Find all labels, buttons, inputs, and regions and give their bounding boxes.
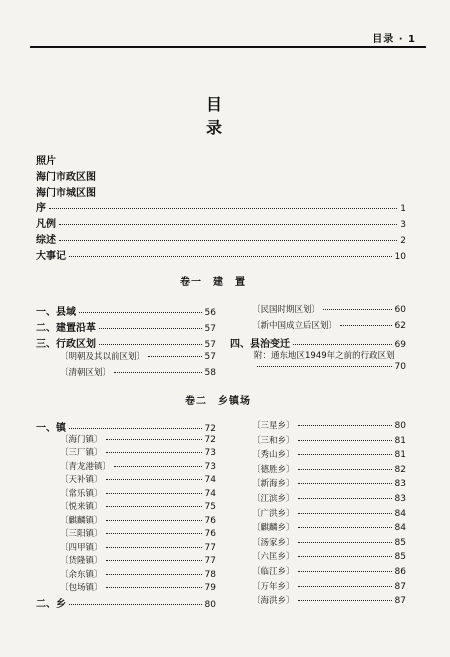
toc-entry[interactable] [252, 594, 406, 606]
leader-dots [106, 493, 202, 494]
toc-entry-label: 二、乡 [36, 598, 66, 610]
toc-entry-page: 86 [394, 567, 406, 577]
toc-entry-label: 四、县治变迁 [230, 339, 290, 350]
toc-entry-label: 大事记 [36, 251, 66, 262]
toc-entry[interactable] [60, 350, 216, 362]
toc-entry[interactable] [60, 487, 216, 499]
toc-entry-page: 87 [394, 596, 406, 607]
leader-dots [298, 454, 392, 455]
toc-entry-page: 62 [394, 321, 406, 331]
toc-entry-page: 84 [394, 523, 406, 534]
toc-entry-label: 三、行政区划 [36, 339, 96, 350]
leader-dots [99, 344, 202, 345]
annex-note: 附：通东地区1949年之前的行政区划 [254, 351, 395, 361]
leader-dots [298, 600, 392, 601]
toc-entry[interactable] [252, 303, 406, 315]
leader-dots [293, 344, 392, 345]
leader-dots [298, 571, 392, 572]
leader-dots [59, 224, 397, 225]
toc-entry-label: 〔四甲镇〕 [60, 542, 103, 553]
toc-entry[interactable] [60, 500, 216, 512]
toc-entry-page: 74 [204, 475, 216, 485]
toc-entry-page: 56 [204, 308, 216, 318]
leader-dots [106, 587, 202, 588]
leader-dots [114, 466, 202, 467]
leader-dots [69, 428, 202, 429]
toc-entry[interactable] [60, 541, 216, 553]
toc-entry-label: 凡例 [36, 219, 56, 230]
toc-entry-page: 83 [394, 479, 406, 490]
toc-entry-label: 〔汤家乡〕 [252, 537, 295, 548]
leader-dots [298, 440, 392, 441]
toc-entry-page: 57 [204, 324, 216, 334]
toc-entry-label: 〔三阳镇〕 [60, 529, 103, 539]
toc-entry[interactable] [252, 477, 406, 489]
toc-entry[interactable] [36, 319, 216, 334]
toc-entry-label: 〔民国时期区划〕 [252, 305, 321, 315]
toc-entry[interactable] [252, 448, 406, 460]
toc-entry[interactable] [60, 527, 216, 539]
leader-dots [79, 312, 202, 313]
toc-entry-page: 76 [204, 529, 216, 539]
toc-entry-page: 60 [394, 305, 406, 315]
leader-dots [106, 560, 202, 561]
toc-entry-page: 81 [394, 435, 406, 446]
leader-dots [298, 498, 392, 499]
leader-dots [106, 574, 202, 575]
toc-entry[interactable] [36, 199, 406, 214]
intro-item-photos: 照片 [36, 156, 56, 167]
toc-entry-page: 80 [394, 421, 406, 431]
toc-entry-label: 〔麒麟乡〕 [252, 523, 295, 534]
toc-entry-label: 综述 [36, 235, 56, 246]
intro-item-city-map: 海门市城区图 [36, 188, 96, 199]
toc-entry[interactable] [252, 580, 406, 592]
toc-entry-page: 81 [394, 450, 406, 461]
toc-entry-page: 75 [204, 502, 216, 512]
toc-entry[interactable] [60, 514, 216, 526]
toc-entry-label: 〔余东镇〕 [60, 569, 103, 580]
toc-entry[interactable] [60, 460, 216, 472]
toc-entry[interactable] [36, 595, 216, 610]
toc-entry-page: 73 [204, 461, 216, 472]
toc-entry-page: 72 [204, 434, 216, 445]
toc-entry-label: 〔广洪乡〕 [252, 508, 295, 519]
toc-entry-page: 3 [400, 220, 406, 230]
toc-entry[interactable] [230, 335, 406, 350]
toc-entry-label: 〔悦来镇〕 [60, 502, 103, 512]
toc-entry-label: 〔货隆镇〕 [60, 556, 103, 566]
page-header: 目录 · 1 [372, 34, 416, 45]
leader-dots [298, 542, 392, 543]
toc-entry-page: 1 [400, 204, 406, 214]
toc-entry-page: 72 [204, 424, 216, 434]
toc-entry-page: 87 [394, 581, 406, 592]
leader-dots [298, 483, 392, 484]
leader-dots [69, 604, 202, 605]
toc-entry[interactable] [252, 492, 406, 504]
leader-dots [69, 256, 392, 257]
toc-entry-page: 77 [204, 542, 216, 553]
toc-entry-label: 〔江滨乡〕 [252, 494, 295, 504]
toc-entry-label: 〔三厂镇〕 [60, 448, 103, 458]
toc-entry-label: 二、建置沿革 [36, 323, 96, 334]
toc-entry-label: 〔六匡乡〕 [252, 552, 295, 563]
toc-entry[interactable] [60, 446, 216, 458]
toc-entry-label: 〔三星乡〕 [252, 421, 295, 431]
toc-entry[interactable] [252, 536, 406, 548]
toc-entry-page: 78 [204, 569, 216, 580]
toc-entry-label: 〔青龙港镇〕 [60, 461, 112, 472]
toc-entry[interactable] [36, 335, 216, 350]
toc-entry-page: 73 [204, 448, 216, 458]
toc-entry[interactable] [36, 215, 406, 230]
leader-dots [298, 469, 392, 470]
toc-entry-page: 10 [394, 252, 406, 262]
toc-entry-label: 〔包场镇〕 [60, 583, 103, 593]
toc-entry-page: 76 [204, 515, 216, 526]
leader-dots [49, 208, 397, 209]
toc-entry[interactable] [252, 434, 406, 446]
toc-entry[interactable] [36, 231, 406, 246]
leader-dots [148, 356, 202, 357]
toc-entry[interactable] [60, 581, 216, 593]
leader-dots [106, 439, 202, 440]
leader-dots [106, 520, 202, 521]
toc-entry-page: 82 [394, 464, 406, 475]
toc-entry[interactable] [252, 319, 406, 331]
toc-entry-label: 〔三和乡〕 [252, 435, 295, 446]
leader-dots [298, 586, 392, 587]
toc-entry-label: 〔海门镇〕 [60, 434, 103, 445]
toc-entry-page: 79 [204, 583, 216, 593]
toc-entry[interactable] [252, 521, 406, 533]
toc-entry[interactable] [36, 247, 406, 262]
toc-entry-page: 57 [204, 340, 216, 350]
toc-entry-label: 〔清朝区划〕 [60, 368, 112, 378]
leader-dots [298, 513, 392, 514]
toc-entry[interactable] [252, 550, 406, 562]
toc-entry-page: 70 [394, 362, 406, 372]
toc-entry-label: 〔新中国成立后区划〕 [252, 321, 338, 331]
toc-entry-label: 〔海洪乡〕 [252, 596, 295, 607]
toc-entry[interactable] [36, 303, 216, 318]
toc-entry-page: 77 [204, 556, 216, 566]
header-rule [30, 46, 426, 48]
page-title: 目 录 [205, 95, 244, 137]
leader-dots [106, 547, 202, 548]
toc-entry-label: 一、县域 [36, 307, 76, 318]
toc-entry-page: 80 [204, 599, 216, 610]
toc-entry-label: 〔麒麟镇〕 [60, 515, 103, 526]
toc-entry[interactable] [60, 366, 216, 378]
toc-entry-page: 58 [204, 368, 216, 378]
leader-dots [298, 425, 392, 426]
toc-entry-label: 〔临江乡〕 [252, 567, 295, 577]
leader-dots [340, 325, 392, 326]
toc-entry-page: 74 [204, 488, 216, 499]
toc-entry-label: 序 [36, 203, 46, 214]
toc-entry[interactable] [60, 554, 216, 566]
toc-entry-page: 83 [394, 494, 406, 504]
toc-entry-label: 一、镇 [36, 423, 66, 434]
leader-dots [323, 309, 392, 310]
leader-dots [114, 372, 202, 373]
toc-entry[interactable] [60, 568, 216, 580]
toc-entry[interactable] [252, 565, 406, 577]
leader-dots [298, 527, 392, 528]
volume-1-title: 卷一 建 置 [180, 277, 246, 288]
leader-dots [257, 366, 392, 367]
leader-dots [106, 479, 202, 480]
toc-entry[interactable] [252, 463, 406, 475]
toc-entry-page: 69 [394, 340, 406, 350]
toc-entry[interactable] [252, 419, 406, 431]
toc-entry-page: 85 [394, 552, 406, 563]
toc-entry-label: 〔万年乡〕 [252, 581, 295, 592]
leader-dots [298, 556, 392, 557]
leader-dots [59, 240, 397, 241]
toc-entry-label: 〔秀山乡〕 [252, 450, 295, 461]
toc-entry-page: 84 [394, 508, 406, 519]
toc-entry-page: 57 [204, 352, 216, 362]
toc-entry-label: 〔明朝及其以前区划〕 [60, 352, 146, 362]
toc-entry-label: 〔新海乡〕 [252, 479, 295, 490]
toc-entry-page: 85 [394, 537, 406, 548]
volume-2-title: 卷二 乡镇场 [185, 396, 251, 407]
toc-entry-page: 2 [400, 236, 406, 246]
toc-entry-label: 〔德胜乡〕 [252, 464, 295, 475]
leader-dots [99, 328, 202, 329]
toc-entry[interactable] [60, 473, 216, 485]
toc-entry[interactable] [252, 507, 406, 519]
intro-item-district-map: 海门市政区图 [36, 172, 96, 183]
toc-entry[interactable] [254, 362, 406, 372]
toc-entry-label: 〔常乐镇〕 [60, 488, 103, 499]
leader-dots [106, 506, 202, 507]
leader-dots [106, 452, 202, 453]
toc-entry[interactable] [60, 433, 216, 445]
toc-entry-label: 〔天补镇〕 [60, 475, 103, 485]
leader-dots [106, 533, 202, 534]
